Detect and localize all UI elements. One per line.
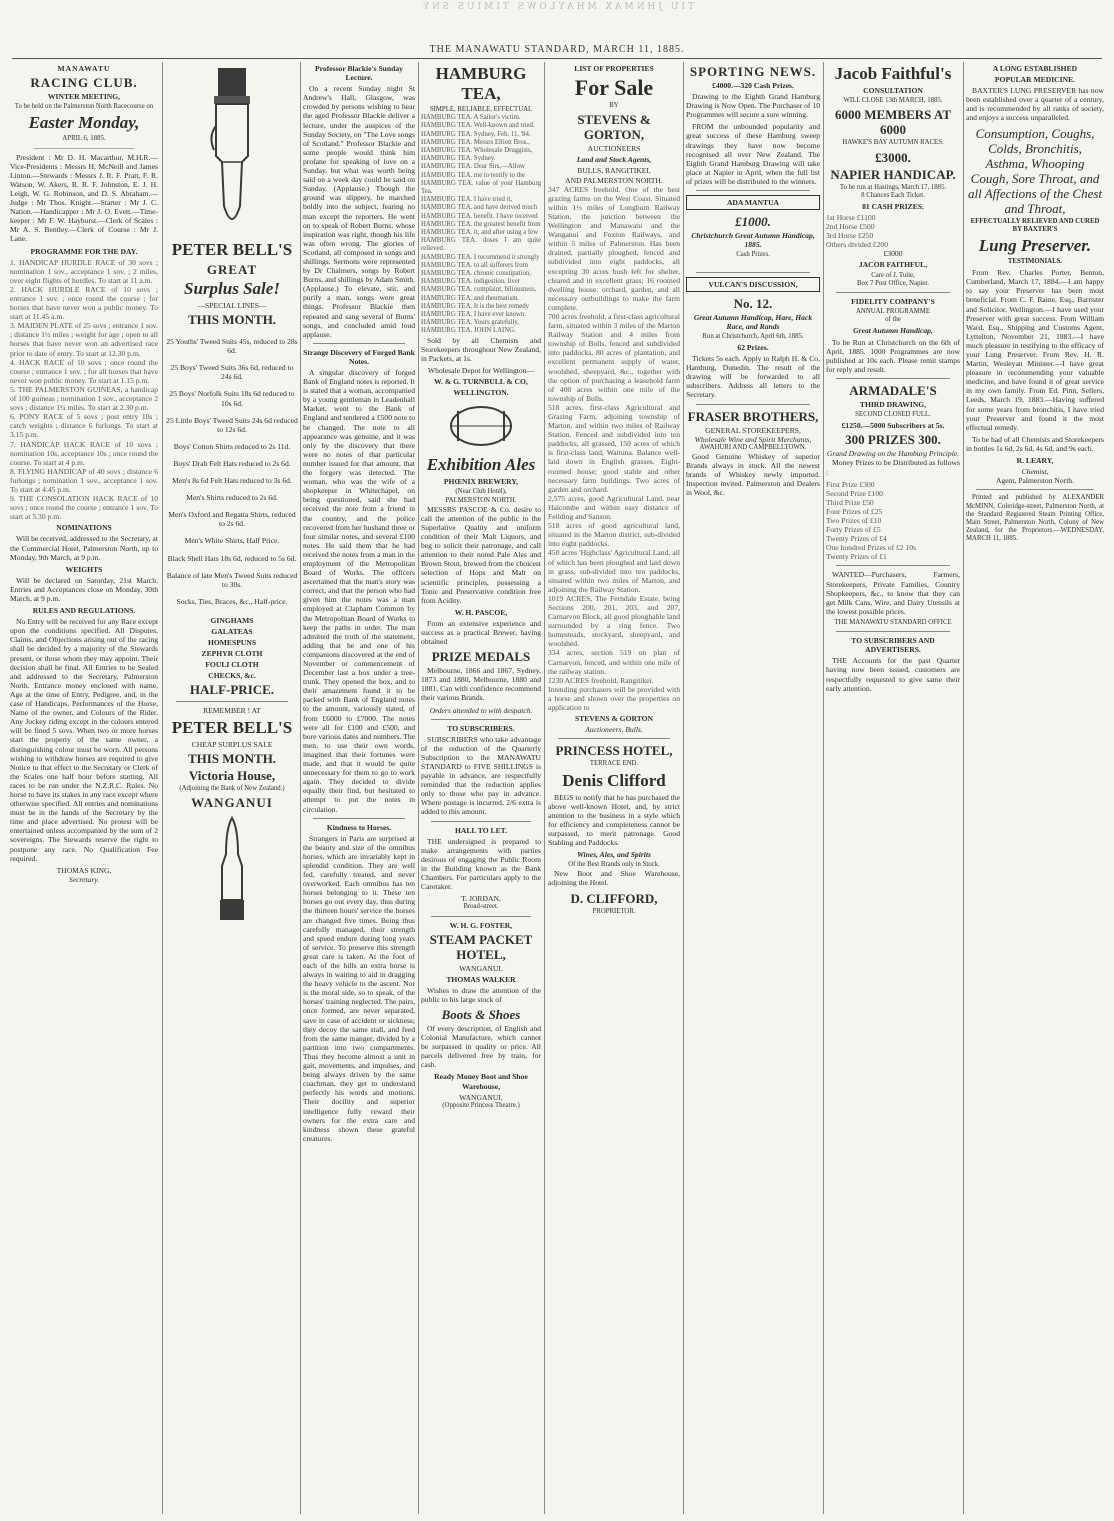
- sale-item: 25 Boys' Norfolk Suits 18s 6d reduced to 10s 6d.: [169, 389, 295, 408]
- consultation-members: 6000 MEMBERS AT 6000: [834, 107, 952, 138]
- divider: [34, 148, 134, 149]
- wanted-firm: THE MANAWATU STANDARD OFFICE: [834, 618, 952, 626]
- tea-testimonial: HAMBURG TEA. A Sailor's victim. HAMBURG TEA. Well-known and tried. HAMBURG TEA. Sydney, Feb. 11, '84. HAMBURG TEA. Messrs Elliott Bros., HAMBURG TEA. Wholesale Druggists, HAMBURG TEA. Sydney. HAMBURG TEA. Dear Sirs,—Allow HAMBURG TEA. me to testify to the HAMBURG TEA. value of your Hamburg Tea. HAMBURG TEA. I have tried it, HAMBURG TEA. and have derived much HAMBURG TEA. benefit. I have received HAMBURG TEA. the greatest benefit from HAMBURG TEA. it, and after using a few HAMBURG TEA. doses I am quite relieved. HAMBURG TEA. I recommend it strongly HAMBURG TEA. to all sufferers from HAMBURG TEA. chronic constipation, HAMBURG TEA. indigestion, liver HAMBURG TEA. complaint, biliousness, HAMBURG TEA. and rheumatism. HAMBURG TEA. It is the best remedy HAMBURG TEA. I have ever known. HAMBURG TEA. Yours gratefully, HAMBURG TEA. JOHN LAING.: [421, 114, 541, 335]
- armadale-amount: £1250.—5000 Subscribers at 5s.: [841, 421, 945, 431]
- meeting-heading: WINTER MEETING,: [47, 92, 121, 102]
- hotel-location: TERRACE END.: [589, 760, 639, 768]
- tea-firm-location: WELLINGTON.: [453, 388, 509, 398]
- divider: [836, 565, 950, 566]
- boot-seller-text: Wishes to draw the attention of the public to his large stock of: [421, 985, 541, 1004]
- sporting-heading: SPORTING NEWS.: [689, 64, 817, 79]
- surplus-sale-label: CHEAP SURPLUS SALE: [191, 739, 273, 749]
- shop-heading: PETER BELL'S: [171, 240, 293, 259]
- column-divider: [823, 62, 824, 1514]
- vulcan-heading: VULCAN'S DISCUSSION,: [686, 277, 820, 292]
- fabric-line: GALATEAS: [211, 626, 253, 636]
- testimonials-text: From Rev. Charles Porter, Benton, Cumberland, March 17, 1884.—I am happy to say your Preserver has been most beneficial. From C. F. Raine, Esq., Barrister and Solicitor, Wellington.—I have used your Preserver with great success. From William Ward, Esq., Shipping and Customs Agent, Lyttelton, November 21, 1883.—I have much pleasure in testifying to the efficacy of your Lung Preserver. From Rev. H. R. Martin, Wesleyan Minister.—I have great pleasure in recommending your valuable medicine, and have found it of great service in my own family. From Ed. Pinn, Sellers, Leeds, March 19, 1883.—Having suffered for some years from bronchitis, I have tried your Preserver and found it the most effectual remedy.: [966, 268, 1104, 432]
- sale-heading: Surplus Sale!: [184, 279, 280, 298]
- properties-heading: LIST OF PROPERTIES: [574, 64, 654, 73]
- armadale-subheading: THIRD DRAWING,: [859, 399, 927, 409]
- advertisers-heading: TO SUBSCRIBERS AND ADVERTISERS.: [851, 636, 935, 655]
- brewer-text: From an extensive experience and success as a practical Brewer, having obtained: [421, 618, 541, 647]
- article-body: On a recent Sunday night St Andrew's Hall, Glasgow, was crowded by persons wishing to hear the aged Professor Blackie deliver a lecture, under the auspices of the Sunday Society, on "The Love songs of Scotland." Professor Blackie and some people would think him profane for speaking of love on a Sunday, but what was worth being said on a week day could be said on Sunday. (Applause.) Though the ground was slippery, he marched boldly into the subject, fearing no man except the reporters. He went on to speak of Robert Burns, whose inspiration was right, though his life was often wrong. The glories of Scotland, all composed in songs and shillings. Sermons were represented by Dr Chalmers, songs by Robert Burns, and shillings by Adam Smith. (Applause.) To elevate, stir, and purify a man, songs were great things. Professor Blackie then repeated and sang several of Burns' songs, and concluded amid loud applause.: [303, 84, 416, 339]
- fabric-line: GINGHAMS: [210, 615, 254, 625]
- warehouse-name: Ready Money Boot and Shoe Warehouse,: [434, 1072, 528, 1091]
- testimonials-heading: TESTIMONIALS.: [1007, 257, 1063, 265]
- ada-heading: ADA MANTUA: [686, 195, 820, 210]
- hall-agent: T. JORDAN,: [461, 894, 501, 904]
- printer-imprint: Printed and published by ALEXANDER McMINN, Coleridge-street, Palmerston North, at the Standard Registered Steam Printing Office, Main Street, Palmerston North, Colony of New Zealand, for the Proprietors.—WEDNESDAY, MARCH 11, 1885.: [966, 494, 1104, 543]
- barrel-icon: [446, 403, 516, 449]
- officers-text: President : Mr D. H. Macarthur, M.H.R.—Vice-Presidents : Messrs H. McNeill and James Linton.—Stewards : Messrs J. R. F. Pratt, F. R. Watson, W. Akers, R. R. F. Johnston, E. J. H. Leigh, W. G. Robinson, and D. S. Abraham.—Judge : Mr Thos. Knight.—Starter : Mr J. C. Nation.—Handicapper : Mr J. O. Evett.—Time-keeper : Mr F. W. Hayhurst.—Clerk of Scales : Mr A. S. Bentley.—Clerk of Course : Mr J. Lane.: [10, 152, 158, 244]
- shop-town: WANGANUI: [191, 794, 273, 810]
- napier-heading: NAPIER HANDICAP.: [830, 166, 956, 182]
- firm-location: BULLS, RANGITIKEI,: [577, 166, 651, 176]
- hall-text: THE undersigned is prepared to make arrangements with parties desirous of engaging the Public Room in the Building known as the Bank Chambers. For particulars apply to the Caretaker.: [421, 836, 541, 892]
- sale-subheading: GREAT: [206, 262, 258, 277]
- hotel-owner: W. H. G. FOSTER,: [449, 920, 513, 930]
- rules-heading: RULES AND REGULATIONS.: [32, 606, 136, 616]
- sale-item: Black Shell Hats 18s 6d, reduced to 5s 6d.: [167, 553, 297, 563]
- remember-label: REMEMBER ! AT: [203, 706, 261, 716]
- warehouse-note: (Opposite Princess Theatre.): [442, 1101, 520, 1109]
- medicine-heading: A LONG ESTABLISHED: [992, 64, 1078, 73]
- divider: [836, 631, 950, 632]
- hotel-location: WANGANUI.: [459, 963, 503, 973]
- prize-amount: £4000.—320 Cash Prizes.: [712, 81, 794, 90]
- divider: [313, 343, 405, 344]
- programme-heading: PROGRAMME FOR THE DAY.: [30, 246, 138, 256]
- column-divider: [162, 62, 163, 1514]
- sale-item: Balance of late Men's Tweed Suits reduced to 30s.: [166, 570, 298, 589]
- vulcan-subheading: Great Autumn Handicap, Hare, Hack Race, and Rands: [693, 312, 813, 331]
- firm-signoff: STEVENS & GORTON: [574, 714, 654, 724]
- agent-title: Chemist,: [1021, 467, 1049, 477]
- divider: [696, 190, 810, 191]
- warehouse-location: WANGANUI,: [459, 1092, 503, 1102]
- agent-name: R. LEARY,: [1016, 456, 1054, 466]
- article-heading: Strange Discovery of Forged Bank Notes.: [303, 347, 415, 366]
- sale-item: 25 Boys' Tweed Suits 36s 6d, reduced to 24s 6d.: [170, 363, 294, 382]
- fabric-line: ZEPHYR CLOTH: [201, 649, 263, 659]
- cash-prizes-heading: 81 CASH PRIZES.: [862, 201, 924, 211]
- proprietor-name: D. CLIFFORD,: [570, 890, 658, 906]
- column-properties: [548, 62, 680, 1514]
- ada-table-heading: Cash Prizes.: [736, 251, 770, 259]
- top-rule: [12, 58, 1102, 59]
- armadale-prizes: 300 PRIZES 300.: [845, 432, 941, 448]
- hotel-owner: Denis Clifford: [562, 770, 666, 790]
- brewery-name: PHŒNIX BREWERY,: [443, 477, 519, 487]
- column-divider: [544, 62, 545, 1514]
- divider: [431, 821, 531, 822]
- hall-agent-address: Broad-street.: [463, 903, 499, 911]
- agent-address: Box 7 Post Office, Napier.: [857, 279, 929, 287]
- sale-item: 25 Youths' Tweed Suits 45s, reduced to 28s 6d.: [166, 337, 298, 356]
- divider: [976, 489, 1094, 490]
- agent-role: Land and Stock Agents,: [576, 155, 652, 165]
- napier-date: To be run at Hastings, March 17, 1885.: [839, 183, 947, 191]
- fidelity-handicap: Great Autumn Handicap,: [853, 326, 933, 336]
- vulcan-date: Run at Christchurch, April 6th, 1885.: [702, 332, 804, 340]
- tea-firm: W. & G. TURNBULL & CO,: [434, 377, 528, 387]
- stockists-text: To be had of all Chemists and Storekeepers in bottles 1s 6d, 2s 6d, 4s 6d, and 9s each.: [966, 434, 1104, 453]
- masthead: [0, 0, 1114, 58]
- special-lines-label: —SPECIAL LINES—: [197, 301, 267, 310]
- agent-care-of: Care of J. Tuite,: [871, 271, 915, 279]
- column-divider: [300, 62, 301, 1514]
- fraser-text: Good Genuine Whiskey of superior Brands always in stock. All the newest brands of Whiskey newly imported. Inspection invited. Palmerston and Dealers in Wool, &c.: [686, 451, 820, 498]
- boots-text: Of every description, of English and Colonial Manufacture, which cannot be surpassed in quality or price. All parcels delivered free by train, for cash.: [421, 1023, 541, 1070]
- pointing-hand-up-icon: [212, 814, 252, 924]
- divider: [836, 292, 950, 293]
- subscribers-heading: TO SUBSCRIBERS.: [447, 723, 515, 733]
- armadale-heading: ARMADALE'S: [849, 382, 937, 398]
- medals-heading: PRIZE MEDALS: [431, 649, 531, 665]
- article-body: Strangers in Paris are surprised at the beauty and size of the omnibus horses, which are invariably kept in splendid condition. They are well fed, carefully treated, and never overworked. Each omnibus has ten horses belonging to it. These ten horses go out every day, thus during the thirteen hours' service the horses are changed five times. Being thus carefully managed, their strength and speed endure during long years of service. To preserve this strength great care is taken. At the foot of each of the hills an extra horse is always in waiting to aid in dragging the heavy vehicle to the ascent. Nor is the moral side, so to speak, of the horses' training neglected. The pairs, once formed, are never separated, save in case of accident or sickness; they decoy the same stall, and feed from the same manger, divided by a partition into two compartments. Thus they become almost a unit in gait, movements, and impulses, and being always driven by the same coachman, they get to understand perfectly his words and motions. Their docility and superior intelligence fully reward their owners for the extra care and kindness shown these grateful creatures.: [303, 833, 415, 1143]
- divider: [558, 738, 670, 739]
- auctioneer-role: AUCTIONEERS: [587, 144, 641, 154]
- hotel-text: BEGS to notify that he has purchased the above well-known Hotel, and, by strict attention to the business in a style which for efficiency and completeness cannot be surpassed, to merit patronage. Good Stabling and Paddocks.: [548, 792, 680, 847]
- hotel-name: PRINCESS HOTEL,: [555, 743, 673, 759]
- prize-list: 1st Horse £1100 2nd Horse £500 3rd Horse £250 Others divided £200: [826, 213, 889, 250]
- fidelity-of: of the: [885, 316, 901, 324]
- column-racing-club: [10, 62, 158, 1514]
- pointing-hand-down-icon: [202, 66, 262, 236]
- fidelity-text: To be Run at Christchurch on the 6th of April, 1885. 1000 Programmes are now published at 10s each. Please remit stamps for reply and result.: [826, 337, 960, 374]
- sale-item: Men's Shirts reduced to 2s 6d.: [186, 493, 278, 503]
- weights-text: Will be declared on Saturday, 21st March. Entries and Acceptances close on Monday, 30th March, at 9 p.m.: [10, 575, 158, 603]
- page-title: THE MANAWATU STANDARD, MARCH 11, 1885.: [429, 44, 685, 55]
- prize-total: £3000: [883, 249, 903, 259]
- agent-name: JACOB FAITHFUL,: [858, 260, 928, 270]
- sale-item: Boys' Cotton Shirts reduced to 2s 11d.: [173, 441, 291, 451]
- ales-text: MESSRS PASCOE & Co. desire to call the attention of the public to the Superlative Quality and uniform condition of their Malt Liquors, and beg to solicit their patronage, and call attention to their noted Pale Ales and Brown Stout, brewed from the choicest selection of Hops and Malt on scientific principles, possessing a Tonic and Preservative condition free from Acidity.: [421, 504, 541, 605]
- fabric-line: HOMESPUNS: [207, 638, 257, 648]
- column-sporting: [686, 62, 820, 1514]
- column-divider: [963, 62, 964, 1514]
- ada-prize: £1000.: [735, 214, 771, 230]
- column-consultation: [826, 62, 960, 1514]
- races-list: 1. HANDICAP HURDLE RACE of 30 sovs ; nomination 1 sov., acceptance 1 sov. ; 2 miles, over eight flights of hurdles. To start at 11 a.m. 2. HACK HURDLE RACE of 10 sovs ; entrance 1 sov. ; once round the course ; for horses that have never won a public money. To start at 11.45 a.m. 3. MAIDEN PLATE of 25 sovs ; entrance 1 sov. ; distance 1½ miles ; weight for age ; open to all horses that have never won an advertised race prior to date of entry. To start at 12.30 p.m. 4. HACK RACE of 10 sovs ; once round the course ; entrance 1 sov. ; for all horses that have never won public money. To start at 1.15 p.m. 5. THE PALMERSTON GUINEAS, a handicap of 100 guineas ; nomination 1 sov., acceptance 2 sovs ; distance 1¼ miles. To start at 2.30 p.m. 6. PONY RACE of 5 sovs ; post entry 10s ; catch weights ; distance 6 furlongs. To start at 3.15 p.m. 7. HANDICAP HACK RACE of 10 sovs ; nomination 10s, acceptance 10s ; once round the course. To start at 4 p.m. 8. FLYING HANDICAP of 40 sovs ; distance 6 furlongs ; nomination 1 sov., acceptance 1 sov. To start at 4.45 p.m. 9. THE CONSOLATION HACK RACE of 10 sovs ; once round the course ; entrance 1 sov. To start at 5.30 p.m.: [10, 257, 158, 522]
- wines-note: Of the Best Brands only in Stock.: [568, 861, 660, 869]
- chances-note: 8 Chances Each Ticket.: [861, 191, 925, 199]
- column-articles: [303, 62, 415, 1514]
- sale-item: Men's White Shirts, Half Price.: [184, 536, 280, 546]
- weights-heading: WEIGHTS: [65, 564, 103, 574]
- armadale-status: SECOND CLOSED FULL.: [855, 411, 931, 419]
- brewery-note: (Near Club Hotel),: [455, 488, 507, 496]
- proprietor-title: PROPRIETOR.: [592, 907, 636, 915]
- divider: [696, 404, 810, 405]
- shop-heading-repeat: PETER BELL'S: [171, 717, 293, 737]
- medicine-text: BAXTER'S LUNG PRESERVER has now been established over a quarter of a century, and is recommended by all ranks of society, and enjoys a success unparalleled.: [966, 86, 1104, 123]
- column-lung-preserver: [966, 62, 1104, 1514]
- vulcan-text: Tickets 5s each. Apply to Ralph H. & Co, Hamburg, Dunedin. The result of the drawing will be forwarded to all subscribers. Address all letters to the Secretary.: [686, 354, 820, 400]
- hotel-name: STEAM PACKET HOTEL,: [429, 931, 533, 962]
- auctioneer-firm: STEVENS & GORTON,: [577, 112, 651, 143]
- fabric-line: CHECKS, &c.: [208, 671, 256, 681]
- ales-heading: Exhibition Ales: [426, 455, 536, 475]
- fraser-heading: FRASER BROTHERS,: [687, 408, 819, 424]
- wanted-text: WANTED—Purchasers, Farmers, Storekeepers, Private Families, Country Shopkeepers, &c., to know that they can get Milk Cans, Wire, and Dairy Utensils at the lowest possible prices.: [826, 570, 960, 616]
- sale-item: Men's Oxford and Regatta Shirts, reduced to 2s 6d.: [168, 510, 296, 529]
- firm-location: AND PALMERSTON NORTH.: [565, 175, 663, 185]
- armadale-principle: Grand Drawing on the Hamburg Principle.: [826, 449, 960, 459]
- orders-note: Orders attended to with despatch.: [429, 705, 533, 715]
- by-label: BY: [609, 102, 619, 110]
- shop-address: (Adjoining the Bank of New Zealand.): [179, 784, 285, 792]
- divider: [313, 818, 405, 819]
- ada-subheading: Christchurch Great Autumn Handicap, 1885.: [691, 231, 815, 250]
- divider: [176, 701, 288, 702]
- column-peter-bell: [166, 62, 298, 1514]
- consultation-heading: Jacob Faithful's: [834, 64, 952, 83]
- fidelity-subheading: ANNUAL PROGRAMME: [856, 308, 930, 316]
- rules-text: No Entry will be received for any Race except upon the conditions specified. All Disputes, Claims, and Objections arising out of the racing shall be decided by a majority of the Stewards present, or those whom they may appoint. Their decision shall be final. All Entries to be Sealed and addressed to the Secretary, Palmerston North. Entrance money enclosed with name, Age at the time of Entry, Pedigree, and, in the case of Handicaps, Performances of the Horse, Name of the owner, and Colours of the Rider. Any Jockey riding except in the colours entered will be fined 5 sovs. When two or more horses start the property of the same owner, a distinguishing colour must be worn. All persons wishing to withdraw horses are required to give Notice to that effect to the Secretary or Clerk of the Scales one half hour before starting. All races to be run under the N.Z.R.C. Rules. No horse to have its stakes in any race except where otherwise specified. All entries and nominations must be in the hands of the Secretary by the time and place advertised. No protest will be entertained unless accompanied by the sum of 2 sovereigns. The Stewards reserve the right to postpone any race. No Qualification Fee required.: [10, 617, 158, 863]
- brewer-name: W. H. PASCOE,: [454, 607, 508, 617]
- nominations-heading: NOMINATIONS: [56, 523, 112, 533]
- divider: [431, 719, 531, 720]
- boot-seller-name: THOMAS WALKER: [446, 974, 516, 984]
- consultation-closing: WILL CLOSE 13th MARCH, 1885.: [843, 97, 943, 105]
- nominations-text: Will be received, addressed to the Secretary, at the Commercial Hotel, Palmerston North, up to Monday, 9th March, at 9 p.m.: [10, 534, 158, 562]
- article-heading: Kindness to Horses.: [326, 822, 392, 832]
- consultation-amount: £3000.: [875, 149, 911, 165]
- cured-label: EFFECTUALLY RELIEVED AND CURED BY BAXTER'S: [970, 217, 1100, 233]
- secretary-title: Secretary.: [68, 874, 100, 884]
- club-name: MANAWATU: [57, 64, 111, 73]
- boots-heading: Boots & Shoes: [441, 1006, 521, 1022]
- subscribers-text: SUBSCRIBERS who take advantage of the reduction of the Quarterly Subscription to the MANAWATU STANDARD to FIVE SHILLINGS is payable in advance, are respectfully reminded that the reduction applies only to those who pay in advance. Where postage is incurred, 2/6 extra is added to this amount.: [421, 734, 541, 817]
- sporting-text: FROM the unbounded popularity and great success of these Hamburg sweep drawings they have now become recognised all over New Zealand. The Eighth Grand Hamburg Drawing will take place at Napier in April, when the full list of prizes will be distributed to the winners.: [686, 122, 820, 186]
- divider: [836, 378, 950, 379]
- brewery-location: PALMERSTON NORTH.: [445, 496, 517, 504]
- tea-stockists: Sold by all Chemists and Storekeepers throughout New Zealand, in Packets, at 1s.: [421, 335, 541, 363]
- column-hamburg-tea: [421, 62, 541, 1514]
- sale-period: THIS MONTH.: [187, 312, 277, 328]
- boots-note: New Boot and Shoe Warehouse, adjoining the Hotel.: [548, 869, 680, 888]
- fraser-location: AWAHURI AND CAMPBELLTOWN.: [699, 443, 807, 451]
- medicine-subheading: POPULAR MEDICINE.: [994, 75, 1076, 85]
- divider: [696, 272, 810, 273]
- meeting-venue: To be held on the Palmerston North Racecourse on: [14, 103, 154, 111]
- agent-location: Agent, Palmerston North.: [995, 476, 1075, 486]
- consultation-races: HAWKE'S BAY AUTUMN RACES.: [842, 139, 944, 147]
- fraser-role-2: Wholesale Wine and Spirit Merchants,: [694, 434, 812, 444]
- mirrored-show-through-text: TIU JHNMAX MHAYLOWS TIMIUS SNY: [420, 2, 695, 12]
- vulcan-number: No. 12.: [733, 295, 773, 311]
- vulcan-prizes: 62 Prizes.: [737, 343, 769, 352]
- ailments-list: Consumption, Coughs, Colds, Bronchitis, Asthma, Whooping Cough, Sore Throat, and all Affections of the Chest and Throat,: [967, 125, 1103, 216]
- money-prizes-intro: Money Prizes to be Distributed as follows :: [826, 458, 960, 477]
- fidelity-heading: FIDELITY COMPANY'S: [851, 296, 935, 306]
- shop-building: Victoria House,: [188, 767, 276, 783]
- product-name: Lung Preserver.: [978, 235, 1092, 255]
- article-body: A singular discovery of forged Bank of England notes is reported. It is stated that a woman, accompanied by a young gentleman in Leadenhall Market, went to the Bank of England and tendered a £500 note to be changed. The note to all appearance was genuine, and it was only by the discovery that there were no notes of that particular number issued for that amount, that the forgery was detected. The woman, who was the wife of a shopkeeper in Whitechapel, on being questioned, said she had received the note from a friend in the country, and the police recovered from her husband three or four similar notes, and several £100 notes. He said them that he had received the notes from a man in the employment of the Metropolitan Board of Works. The officers ascertained that the man's story was correct, and that the person who had given him the notes was a man employed at Clapham Common by the Metropolitan Board of Works to keep the paths in order. The man admitted the truth of the statement, adding that he and one of his companions discovered at the end of November or commencement of December last a box under a tree-trunk. They opened the box, and to their amazement found it to be packed with Bank of England notes to the amount, variously stated, of from £6000 to £7000. The notes were all for £100 and £500, and bore various dates and numbers. The men, to use their own words, imagined that their fortunes were made, and that it would be quite unnecessary for them to go to work again. They decided to divide equally their find, but hesitated to attempt to put the notes in circulation.: [303, 368, 415, 814]
- secretary-name: THOMAS KING,: [56, 865, 112, 875]
- club-heading: RACING CLUB.: [30, 75, 138, 91]
- wines-heading: Wines, Ales, and Spirits: [577, 850, 651, 860]
- firm-signoff-sub: Auctioneers, Bulls.: [585, 725, 643, 735]
- sale-item: Boys' Drab Felt Hats reduced to 2s 6d.: [173, 458, 291, 468]
- fabric-line: FOULI CLOTH: [205, 660, 259, 670]
- meeting-date: APRIL 6, 1885.: [62, 135, 106, 143]
- advertisers-text: THE Accounts for the past Quarter having now been issued, customers are respectfully requested to give same their early attention.: [826, 656, 960, 693]
- tea-subheading: SIMPLE, RELIABLE, EFFECTUAL: [429, 106, 533, 113]
- sale-item: Men's 8s 6d Felt Hats reduced to 3s 6d.: [172, 476, 292, 486]
- medals-text: Melbourne, 1866 and 1867, Sydney, 1873 and 1880, Melbourne, 1880 and 1881, Can with confidence recommend their various Brands.: [421, 666, 541, 703]
- meeting-date-heading: Easter Monday,: [28, 113, 140, 133]
- sale-item: 25 Little Boys' Tweed Suits 24s 6d reduced to 12s 6d.: [166, 415, 298, 434]
- article-heading: Professor Blackie's Sunday Lecture.: [315, 64, 403, 83]
- tea-depot: Wholesale Depot for Wellington—: [427, 365, 535, 375]
- half-price-label: HALF-PRICE.: [189, 682, 275, 698]
- sporting-text: Drawing to the Eighth Grand Hamburg Drawing is Now Open. The Purchaser of 10 Programmes will secure a sure winning.: [686, 92, 820, 120]
- fraser-role: GENERAL STOREKEEPERS,: [705, 425, 801, 435]
- column-divider: [418, 62, 419, 1514]
- column-divider: [683, 62, 684, 1514]
- divider: [431, 916, 531, 917]
- sale-item: Socks, Ties, Braces, &c., Half-price.: [176, 596, 288, 606]
- sale-period-repeat: THIS MONTH.: [187, 750, 277, 766]
- hall-heading: HALL TO LET.: [454, 825, 508, 835]
- tea-heading: HAMBURG TEA,: [435, 64, 527, 103]
- money-prizes-list: First Prize £300 Second Prize £100 Third Prize £50 Four Prizes of £25 Two Prizes of £10 Forty Prizes of £5 Twenty Prizes of £4 One hundred Prizes of £2 10s Twenty Prizes of £1: [826, 479, 917, 562]
- property-listings: 347 ACRES freehold. One of the best grazing farms on the West Coast. Situated within 1½ miles of Longburn Railway Station, the junction between the Wellington and Manawatu and the Wanganui and Foxton Railways, and within 5 miles of Palmerston. Has been drained, partially ploughed, fenced and subdivided into eight paddocks, all excepting 30 acres bush left for shelter, cleared and in excellent grass; 16 roomed dwelling house, orchard, garden, and all necessary outbuildings to make the farm complete. 700 acres freehold, a first-class agricultural farm, situated within 3 miles of the Marton Railway Station and 4 miles from township of Bulls, fenced and subdivided into paddocks, 80 acres of plantation, and excellent permanent supply of water, woolshed, sheepyard, &c., together with the option of purchasing a leasehold farm of 400 acres within one mile of the township of Bulls. 518 acres, first-class Agricultural and Grazing Farm, adjoining township of Marton, and within two miles of Railway Station. Fenced and subdivided into ten paddocks, all grassed, 150 acres of which is first-class land, Waituna. Balance well-laid down in English grasses. Eight-roomed house; good stable and other necessary farm buildings. Two acres of garden and orchard. 2,575 acres, good Agricultural Land, near Halcombe and within easy distance of Feilding and Sanson. 518 acres of good agricultural land, situated in the Marton district, sub-divided into eight paddocks. 450 acres 'Highclass' Agricultural Land, all of which has been ploughed and laid down in grass, sub-divided into ten paddocks, situated within two miles of Marton, and adjoining the Railway Station. 1019 ACRES, The Ferndale Estate, being Sections 200, 201, 203, and 207, Carnarvon Block, all good ploughable land surrounded by a ring fence. Two homesteads, stockyard, sheepyard, and woolshed. 334 acres, section 519 on plan of Carnarvon, fenced, and within one mile of the railway station. 1230 ACRES freehold, Rangitikei. Intending purchasers will be provided with a horse and shown over the properties on application to: [548, 184, 680, 713]
- consultation-subheading: CONSULTATION: [863, 86, 923, 95]
- for-sale-heading: For Sale: [574, 75, 654, 101]
